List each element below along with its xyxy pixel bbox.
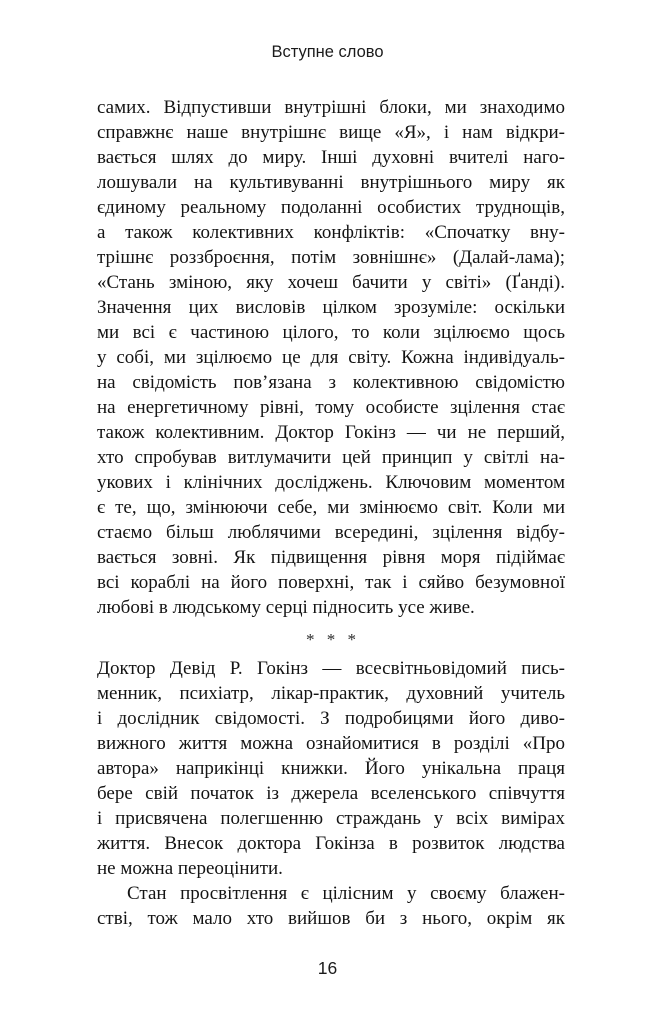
text-line: трішнє роззброєння, потім зовнішнє» (Далай-лама); [97,247,565,268]
text-line: всі кораблі на його поверхні, так і сяйво безумовної [97,572,565,593]
text-line: «Стань зміною, яку хочеш бачити у світі» (Ґанді). [97,272,565,293]
text-line: стаємо більш люблячими всередині, зцілення відбу- [97,522,565,543]
text-line: у собі, ми зцілюємо це для світу. Кожна індивідуаль- [97,347,565,368]
text-line: не можна переоцінити. [97,858,283,879]
text-line: справжнє наше внутрішнє вище «Я», і нам відкри- [97,122,565,143]
text-line: і дослідник свідомості. З подробицями його диво- [97,708,565,729]
section-separator: * * * [306,630,360,649]
text-line: а також колективних конфліктів: «Спочатку вну- [97,222,565,243]
text-line: вається зовні. Як підвищення рівня моря підіймає [97,547,565,568]
text-line: Стан просвітлення є цілісним у своєму блажен- [127,883,565,904]
text-line: ми всі є частиною цілого, то коли зцілюємо щось [97,322,565,343]
text-line: бере свій початок із джерела вселенського співчуття [97,783,565,804]
page-number: 16 [317,958,338,978]
text-line: автора» наприкінці книжки. Його унікальна праця [97,758,565,779]
text-block [97,95,565,931]
text-line: і присвячена полегшенню страждань у всіх вимірах [97,808,565,829]
text-line: також колективним. Доктор Гокінз — чи не перший, [97,422,565,443]
text-line: єдиному реальному подоланні особистих труднощів, [97,197,565,218]
text-line: лошували на культивуванні внутрішнього миру як [97,172,565,193]
running-head: Вступне слово [271,43,384,61]
text-line: самих. Відпустивши внутрішні блоки, ми знаходимо [97,97,565,118]
text-line: Значення цих висловів цілком зрозуміле: оскільки [97,297,565,318]
text-line: менник, психіатр, лікар-практик, духовний учитель [97,683,565,704]
text-line: на свідомість пов’язана з колективною свідомістю [97,372,565,393]
text-line: любові в людському серці підносить усе живе. [97,597,475,618]
text-line: життя. Внесок доктора Гокінза в розвиток людства [97,833,565,854]
text-line: вижного життя можна ознайомитися в розділі «Про [97,733,565,754]
text-line: укових і клінічних досліджень. Ключовим моментом [97,472,565,493]
text-line: вається шлях до миру. Інші духовні вчителі наго- [97,147,565,168]
text-line: стві, тож мало хто вийшов би з нього, окрім як [97,908,565,929]
text-line: є те, що, змінюючи себе, ми змінюємо світ. Коли ми [97,497,565,518]
text-line: Доктор Девід Р. Гокінз — всесвітньовідомий пись- [97,658,565,679]
text-line: хто спробував витлумачити цей принцип у світлі на- [97,447,565,468]
text-line: на енергетичному рівні, тому особисте зцілення стає [97,397,565,418]
